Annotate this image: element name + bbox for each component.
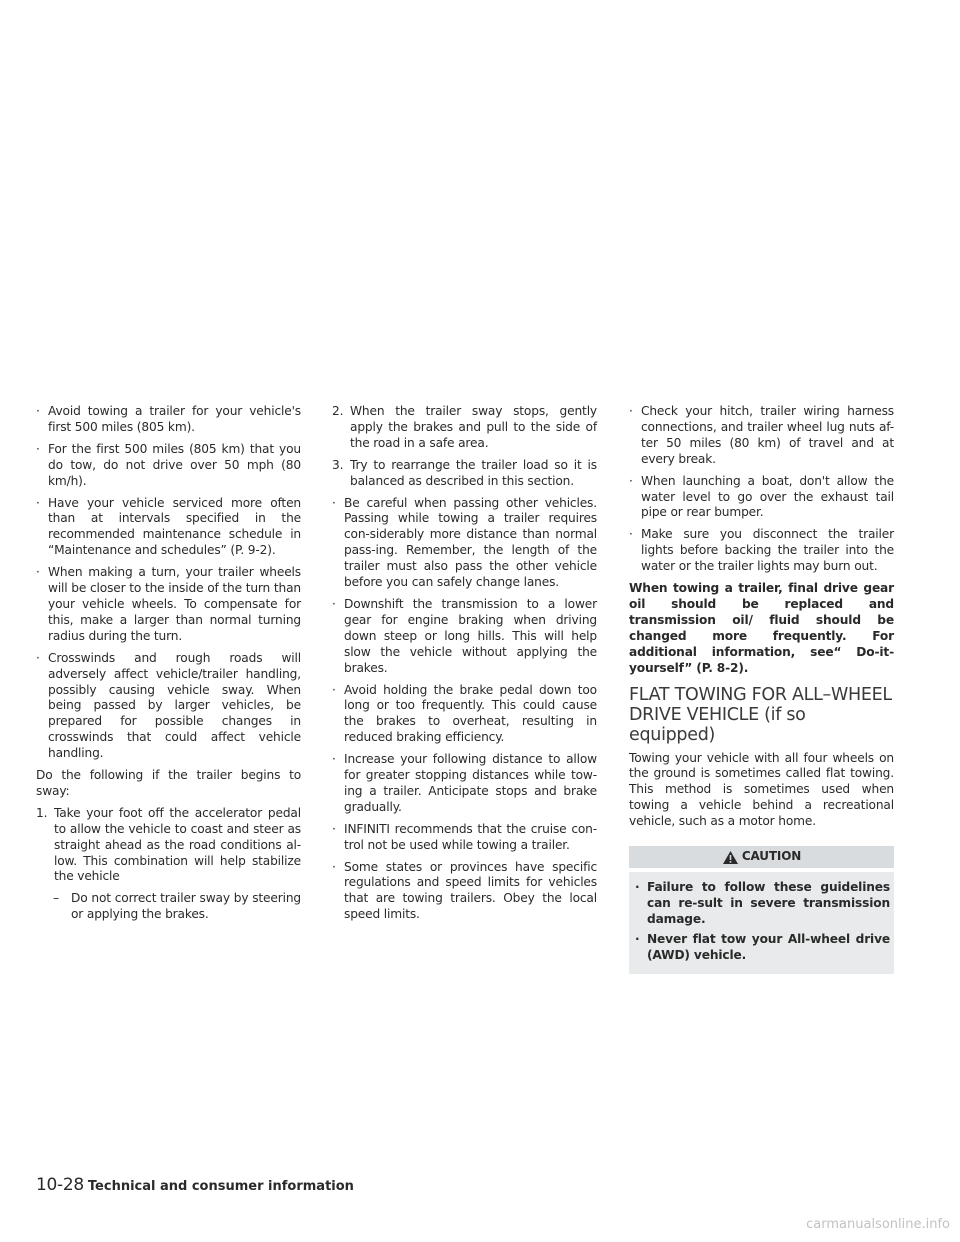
- list-item: · Be careful when passing other vehicles. Passing while towing a trailer requires con-siderably more distance than normal pass-ing. Remember, the length of the trailer must also pass the other vehicle before you can safely change lanes.: [332, 495, 597, 590]
- section-heading-line2: DRIVE VEHICLE (if so equipped): [629, 704, 806, 745]
- sub-step: – Do not correct trailer sway by steering or applying the brakes.: [53, 891, 301, 922]
- caution-header: [629, 846, 894, 868]
- bullet-marker: ·: [36, 650, 40, 665]
- list-item: · Check your hitch, trailer wiring harness connections, and trailer wheel lug nuts af-ter 50 miles (80 km) of travel and at every break.: [629, 404, 894, 466]
- step-number: 1.: [36, 805, 48, 820]
- dash-marker: –: [53, 891, 59, 906]
- page-number: 10-28: [36, 1175, 84, 1195]
- caution-body: [629, 872, 894, 974]
- watermark: carmanualsonline.info: [806, 1217, 950, 1232]
- bullet-marker: ·: [36, 495, 40, 510]
- bullet-marker: ·: [332, 821, 336, 836]
- numbered-step-3: 3. Try to rearrange the trailer load so it is balanced as described in this section.: [332, 457, 597, 488]
- list-item: · When launching a boat, don't allow the water level to go over the exhaust tail pipe or rear bumper.: [629, 473, 894, 520]
- bullet-marker: ·: [332, 495, 336, 510]
- sway-intro: Do the following if the trailer begins to sway:: [36, 768, 301, 798]
- list-item: · When making a turn, your trailer wheels will be closer to the inside of the turn than your vehicle wheels. To compensate for this, make a larger than normal turning radius during the turn.: [36, 565, 301, 643]
- list-item: · INFINITI recommends that the cruise con-trol not be used while towing a trailer.: [332, 821, 597, 852]
- list-item: · Some states or provinces have specific regulations and speed limits for vehicles that are towing trailers. Obey the local speed limits.: [332, 859, 597, 922]
- page-footer: [36, 1175, 354, 1195]
- bullet-marker: ·: [332, 859, 336, 874]
- caution-item: · Failure to follow these guidelines can re-sult in severe transmission damage.: [635, 880, 890, 926]
- step-number: 2.: [332, 404, 344, 418]
- column-middle: [332, 404, 597, 929]
- list-item: · Have your vehicle serviced more often than at intervals specified in the recommended maintenance schedule in “Maintenance and schedules” (P. 9-2).: [36, 495, 301, 558]
- bullet-marker: ·: [629, 527, 633, 542]
- bullet-marker: ·: [635, 880, 640, 895]
- column-left: [36, 404, 301, 923]
- maintenance-note: When towing a trailer, final drive gear oil should be replaced and transmission oil/ fluid should be changed more frequently. For additional information, see“ Do-it-yourself” (P. 8-2).: [629, 581, 894, 675]
- caution-item: · Never flat tow your All-wheel drive (AWD) vehicle.: [635, 931, 890, 962]
- numbered-step-2: 2. When the trailer sway stops, gently apply the brakes and pull to the side of the road in a safe area.: [332, 404, 597, 450]
- bullet-marker: ·: [332, 682, 336, 697]
- list-item: · Avoid holding the brake pedal down too long or too frequently. This could cause the brakes to overheat, resulting in reduced braking efficiency.: [332, 682, 597, 745]
- bullet-marker: ·: [629, 404, 633, 418]
- bullet-marker: ·: [629, 473, 633, 488]
- section-heading-line1: FLAT TOWING FOR ALL–WHEEL: [629, 684, 892, 705]
- list-item: · For the first 500 miles (805 km) that you do tow, do not drive over 50 mph (80 km/h).: [36, 441, 301, 488]
- list-item: · Make sure you disconnect the trailer lights before backing the trailer into the water or the trailer lights may burn out.: [629, 527, 894, 574]
- column-right: [629, 404, 894, 974]
- bullet-marker: ·: [332, 752, 336, 767]
- bullet-marker: ·: [332, 596, 336, 611]
- warning-triangle-icon: [722, 850, 739, 865]
- footer-title: Technical and consumer information: [87, 1179, 354, 1194]
- list-item: · Avoid towing a trailer for your vehicle's first 500 miles (805 km).: [36, 404, 301, 434]
- flat-towing-paragraph: Towing your vehicle with all four wheels on the ground is sometimes called flat towing. This method is sometimes used when towing a vehicle behind a recreational vehicle, such as a motor home.: [629, 750, 894, 829]
- section-heading: [629, 685, 894, 745]
- caution-box: [629, 846, 894, 974]
- caution-title: CAUTION: [741, 849, 802, 864]
- bullet-marker: ·: [635, 931, 640, 946]
- step-number: 3.: [332, 457, 344, 472]
- list-item: · Crosswinds and rough roads will adversely affect vehicle/trailer handling, possibly causing vehicle sway. When being passed by larger vehicles, be prepared for possible changes in crosswinds that could affect vehicle handling.: [36, 650, 301, 761]
- bullet-marker: ·: [36, 565, 40, 580]
- bullet-marker: ·: [36, 441, 40, 456]
- list-item: · Downshift the transmission to a lower gear for engine braking when driving down steep or long hills. This will help slow the vehicle without applying the brakes.: [332, 596, 597, 675]
- bullet-marker: ·: [36, 404, 40, 418]
- list-item: · Increase your following distance to allow for greater stopping distances while tow-ing a trailer. Anticipate stops and brake gradually.: [332, 752, 597, 814]
- numbered-step-1: 1. Take your foot off the accelerator pedal to allow the vehicle to coast and steer as straight ahead as the road conditions al-low. This combination will help stabilize the vehicle: [36, 805, 301, 884]
